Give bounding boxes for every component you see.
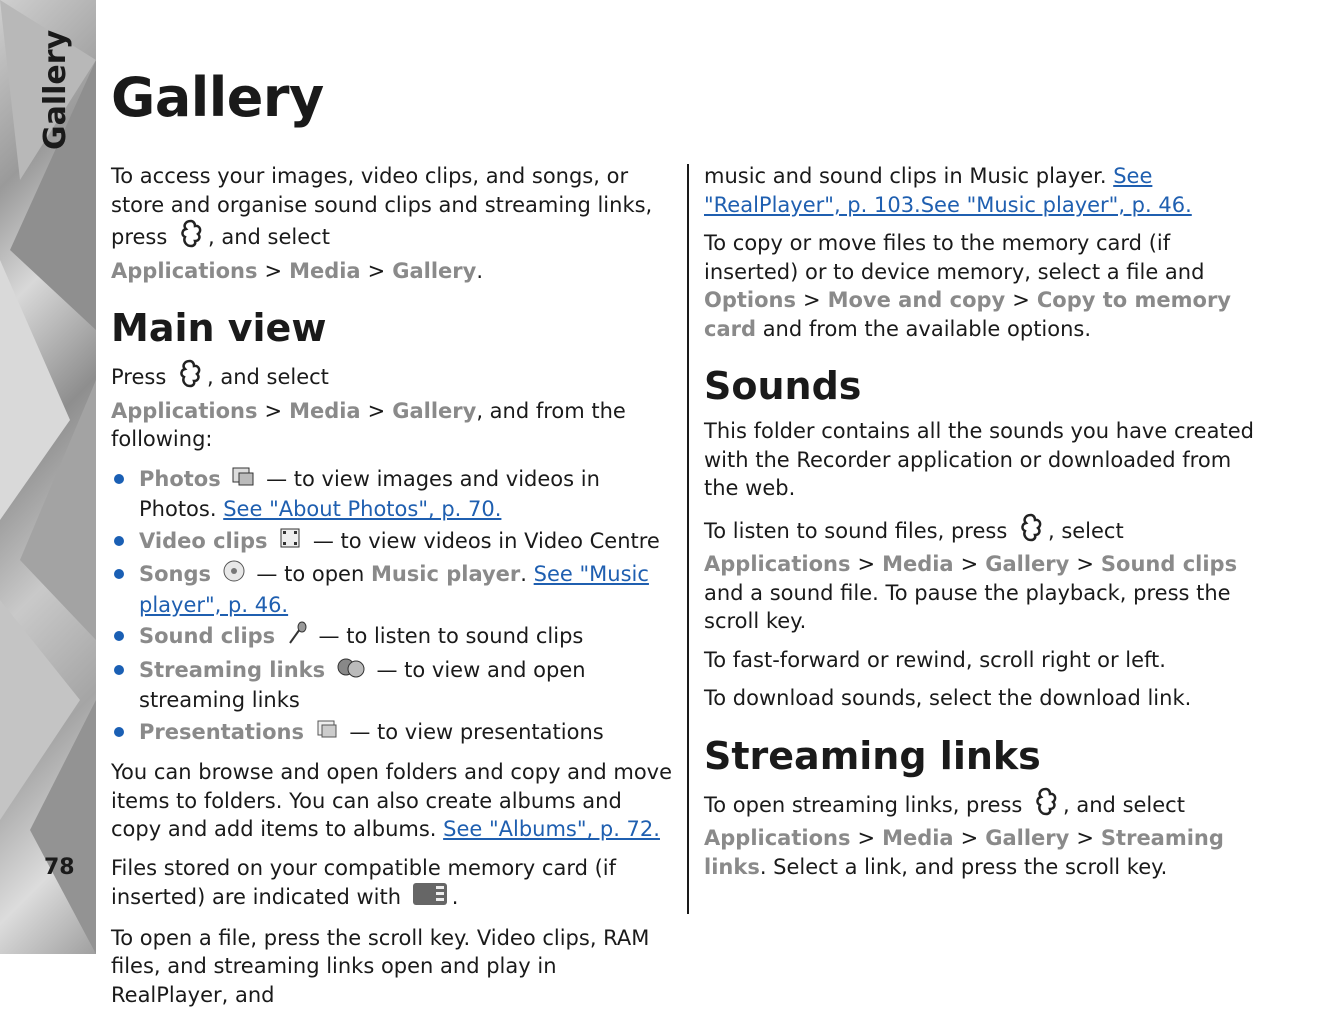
gallery-folder-list	[111, 464, 676, 749]
list-item-streaming-links[interactable]: Streaming links — to view and open streaming links	[111, 655, 676, 715]
copy-move-paragraph: To copy or move files to the memory card (if inserted) or to device memory, select a file and Options > Move and copy > Copy to memory card and from the available options.	[704, 231, 1231, 341]
menu-key-icon	[177, 359, 203, 397]
page-number: 78	[44, 855, 75, 880]
streaming-links-icon	[336, 655, 366, 687]
browse-paragraph: You can browse and open folders and copy and move items to folders. You can also create albums and copy and add items to albums. See "Albums", p. 72.	[111, 760, 673, 841]
page-title: Gallery	[111, 66, 324, 129]
list-item-video-clips[interactable]: Video clips — to view videos in Video Centre	[111, 526, 676, 558]
about-photos-link[interactable]: See "About Photos", p. 70.	[223, 497, 502, 521]
menu-key-icon	[178, 219, 204, 257]
list-item-sound-clips[interactable]: Sound clips — to listen to sound clips	[111, 621, 676, 653]
open-file-paragraph: To open a file, press the scroll key. Video clips, RAM files, and streaming links open and play in RealPlayer, and	[111, 925, 650, 1007]
menu-key-icon	[1033, 787, 1059, 825]
menu-key-icon	[1018, 513, 1044, 551]
intro-paragraph: To access your images, video clips, and songs, or store and organise sound clips and streaming links, press , and select Applications > Media > Gallery.	[111, 164, 653, 283]
section-heading-sounds: Sounds	[704, 364, 862, 408]
realplayer-link[interactable]: See "RealPlayer", p. 103.See "Music player", p. 46.	[704, 164, 1192, 217]
left-column	[111, 162, 676, 1019]
right-column	[704, 162, 1269, 891]
download-paragraph: To download sounds, select the download link.	[704, 686, 1192, 710]
memory-card-paragraph: Files stored on your compatible memory card (if inserted) are indicated with .	[111, 854, 676, 914]
photos-icon	[231, 464, 255, 496]
albums-link[interactable]: See "Albums", p. 72.	[443, 817, 660, 841]
presentations-icon	[315, 717, 339, 749]
main-view-paragraph: Press , and select Applications > Media > Gallery, and from the following:	[111, 359, 676, 454]
column-divider	[687, 164, 689, 914]
section-label	[38, 110, 96, 150]
section-heading-main-view: Main view	[111, 306, 327, 350]
sounds-intro-paragraph: This folder contains all the sounds you have created with the Recorder application or downloaded from the web.	[704, 419, 1254, 500]
video-clips-icon	[278, 526, 302, 558]
section-heading-streaming-links: Streaming links	[704, 733, 1041, 778]
music-player-link[interactable]: See "Music player", p. 46.	[139, 561, 649, 617]
songs-icon	[222, 559, 246, 591]
memory-card-icon	[412, 882, 448, 914]
sidebar-band	[0, 0, 96, 954]
list-item-photos[interactable]: Photos — to view images and videos in Photos. See "About Photos", p. 70.	[111, 464, 676, 524]
fast-forward-paragraph: To fast-forward or rewind, scroll right or left.	[704, 647, 1166, 672]
listen-sounds-paragraph: To listen to sound files, press , select Applications > Media > Gallery > Sound clips and a sound file. To pause the playback, press the scroll key.	[704, 513, 1269, 636]
continuation-paragraph: music and sound clips in Music player. See "RealPlayer", p. 103.See "Music player", p. 46.	[704, 164, 1192, 217]
list-item-presentations[interactable]: Presentations — to view presentations	[111, 717, 676, 749]
microphone-icon	[286, 621, 308, 653]
streaming-links-paragraph: To open streaming links, press , and select Applications > Media > Gallery > Streaming links. Select a link, and press the scroll key.	[704, 787, 1269, 882]
list-item-songs[interactable]: Songs — to open Music player. See "Music player", p. 46.	[111, 559, 676, 619]
